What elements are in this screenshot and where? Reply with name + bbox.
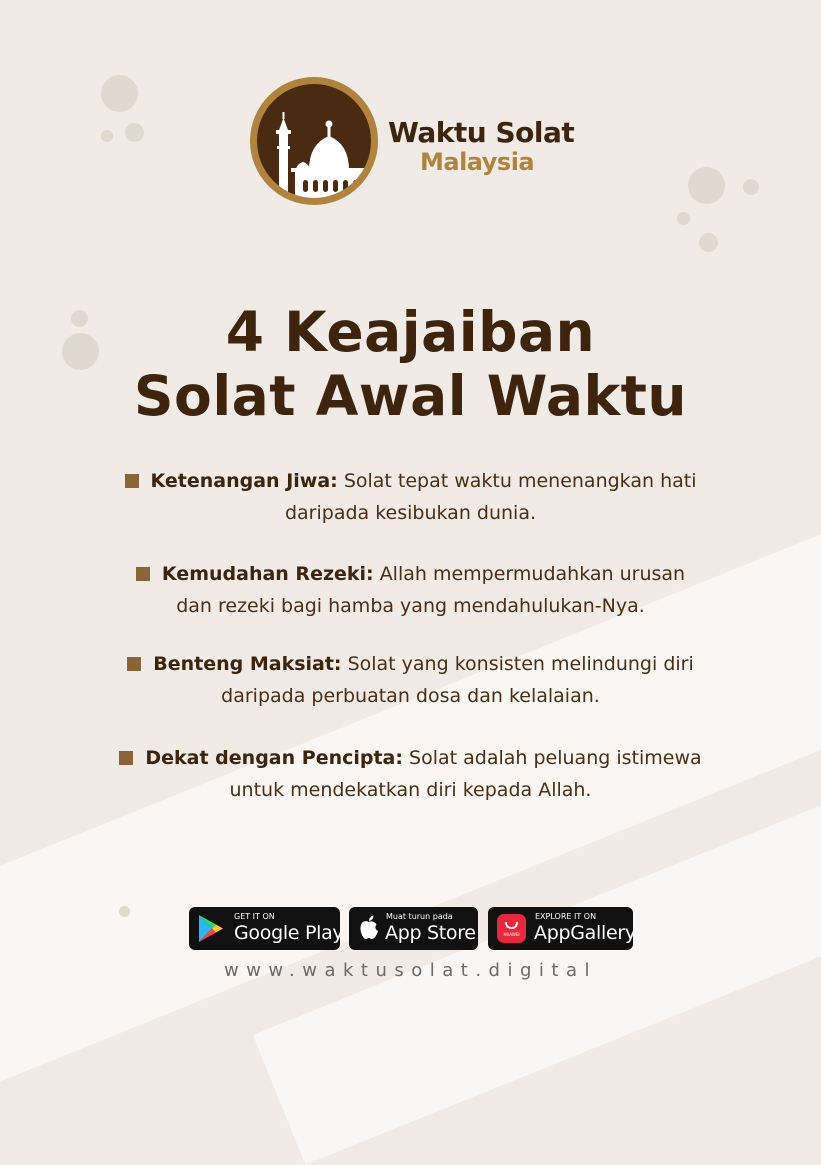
list-item — [40, 648, 781, 712]
badge-small-text: EXPLORE IT ON — [535, 912, 597, 921]
badge-store-name: Google Play — [234, 922, 344, 944]
point-heading: Dekat dengan Pencipta: — [145, 747, 403, 769]
point-text: untuk mendekatkan diri kepada Allah. — [229, 779, 592, 801]
point-text: Solat tepat waktu menenangkan hati — [343, 470, 697, 492]
decorative-dot — [688, 167, 725, 204]
bullet-square-icon — [127, 657, 141, 671]
website-url[interactable]: www.waktusolat.digital — [223, 960, 598, 981]
apple-icon — [358, 915, 380, 941]
decorative-dot — [699, 233, 718, 252]
google-play-badge[interactable] — [189, 907, 344, 950]
logo — [250, 77, 378, 205]
app-store-badge[interactable] — [349, 907, 478, 950]
badge-small-text: Muat turun pada — [386, 912, 453, 921]
decorative-dot — [119, 906, 130, 917]
point-text: daripada perbuatan dosa dan kelalaian. — [221, 685, 600, 707]
list-item — [40, 558, 781, 622]
point-heading: Kemudahan Rezeki: — [161, 563, 374, 585]
huawei-appgallery-icon — [497, 914, 526, 943]
decorative-dot — [677, 212, 690, 225]
point-text: dan rezeki bagi hamba yang mendahulukan-Nya. — [176, 595, 645, 617]
list-item — [40, 465, 781, 529]
brand-name: Waktu Solat — [388, 116, 575, 149]
point-text: daripada kesibukan dunia. — [284, 502, 537, 524]
bullet-square-icon — [125, 474, 139, 488]
page-title-line1: 4 Keajaiban — [225, 300, 596, 364]
point-heading: Benteng Maksiat: — [153, 653, 342, 675]
decorative-dot — [101, 75, 138, 112]
decorative-dot — [743, 179, 759, 195]
badge-store-name: AppGallery — [534, 922, 636, 944]
point-heading: Ketenangan Jiwa: — [150, 470, 338, 492]
huawei-label: HUAWEI — [503, 932, 520, 937]
point-text: Allah mempermudahkan urusan — [379, 563, 686, 585]
badge-store-name: App Store — [385, 922, 476, 944]
app-gallery-badge[interactable] — [488, 907, 636, 950]
bullet-square-icon — [119, 751, 133, 765]
badge-small-text: GET IT ON — [234, 912, 275, 921]
mosque-icon — [257, 84, 371, 198]
page-title-line2: Solat Awal Waktu — [133, 364, 688, 428]
point-text: Solat adalah peluang istimewa — [409, 747, 702, 769]
list-item — [40, 742, 781, 806]
decorative-dot — [101, 130, 113, 142]
decorative-dot — [125, 123, 144, 142]
brand-subtitle: Malaysia — [420, 148, 535, 176]
bullet-square-icon — [136, 567, 150, 581]
point-text: Solat yang konsisten melindungi diri — [347, 653, 694, 675]
google-play-icon — [198, 914, 224, 943]
